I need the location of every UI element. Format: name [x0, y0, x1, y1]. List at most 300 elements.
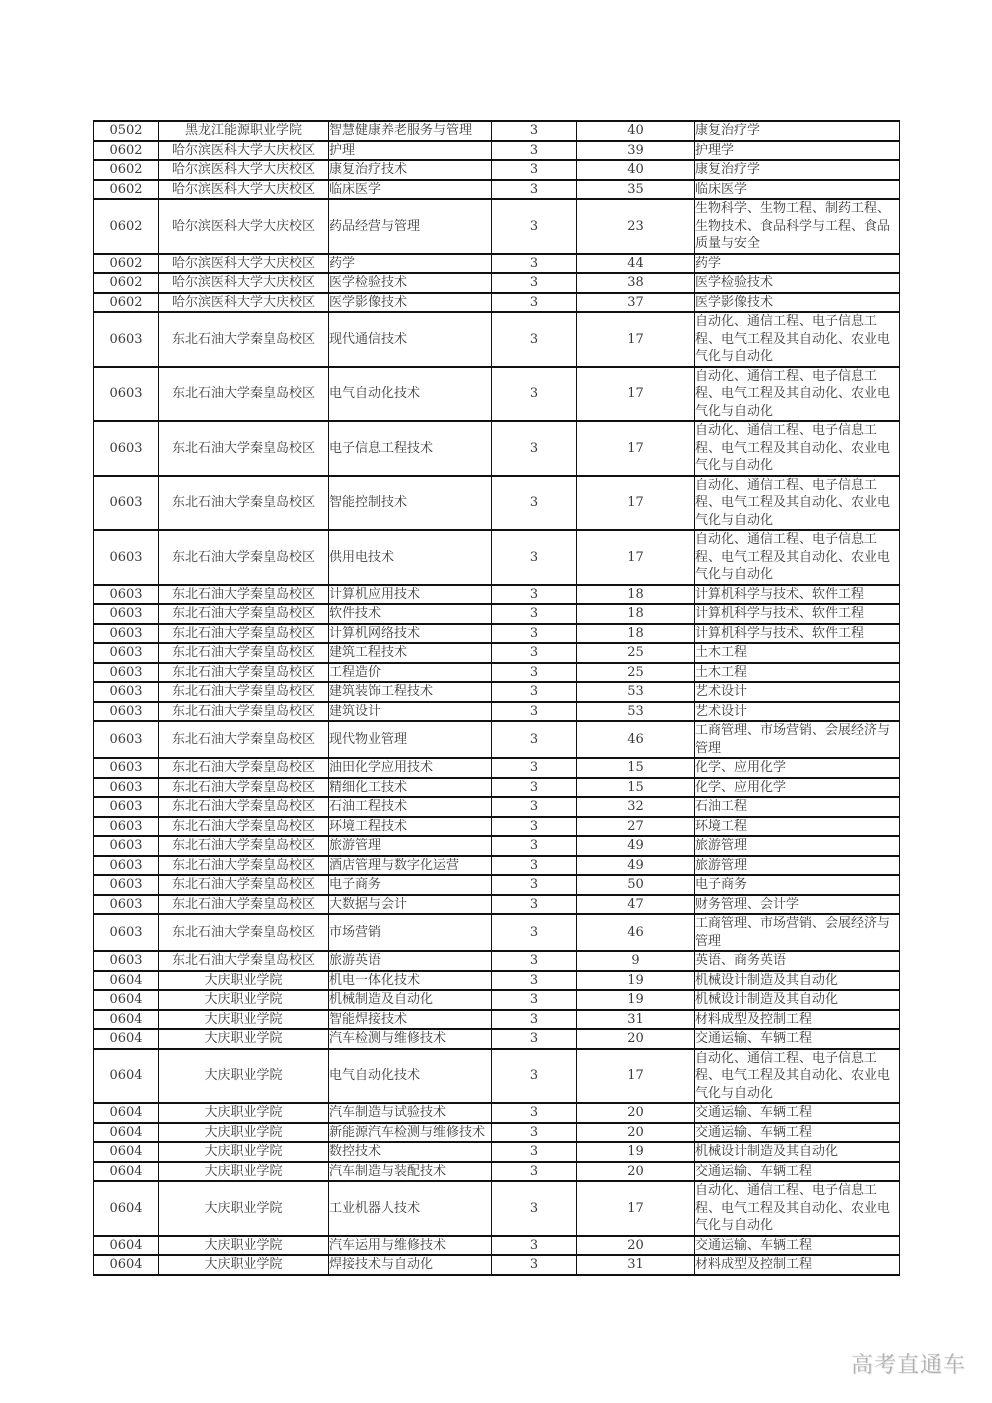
cell-years: 3 — [492, 585, 577, 605]
cell-count: 25 — [577, 663, 695, 683]
cell-program: 大数据与会计 — [329, 895, 492, 915]
cell-school: 东北石油大学秦皇岛校区 — [159, 476, 329, 531]
table-row — [94, 312, 900, 367]
cell-count: 53 — [577, 702, 695, 722]
cell-code: 0603 — [94, 758, 159, 778]
cell-school: 哈尔滨医科大学大庆校区 — [159, 141, 329, 161]
cell-code: 0603 — [94, 914, 159, 951]
cell-majors: 自动化、通信工程、电子信息工程、电气工程及其自动化、农业电气化与自动化 — [695, 1181, 900, 1236]
cell-majors: 计算机科学与技术、软件工程 — [695, 624, 900, 644]
cell-code: 0603 — [94, 836, 159, 856]
cell-majors: 电子商务 — [695, 875, 900, 895]
cell-code: 0604 — [94, 1103, 159, 1123]
cell-code: 0603 — [94, 817, 159, 837]
cell-program: 精细化工技术 — [329, 778, 492, 798]
table-row — [94, 836, 900, 856]
cell-school: 东北石油大学秦皇岛校区 — [159, 914, 329, 951]
cell-code: 0603 — [94, 797, 159, 817]
cell-code: 0603 — [94, 624, 159, 644]
cell-school: 东北石油大学秦皇岛校区 — [159, 778, 329, 798]
cell-code: 0603 — [94, 530, 159, 585]
cell-years: 3 — [492, 682, 577, 702]
cell-program: 酒店管理与数字化运营 — [329, 856, 492, 876]
cell-program: 建筑装饰工程技术 — [329, 682, 492, 702]
cell-code: 0604 — [94, 990, 159, 1010]
cell-code: 0604 — [94, 1162, 159, 1182]
cell-program: 环境工程技术 — [329, 817, 492, 837]
cell-count: 37 — [577, 293, 695, 313]
cell-school: 哈尔滨医科大学大庆校区 — [159, 180, 329, 200]
cell-count: 20 — [577, 1123, 695, 1143]
cell-majors: 自动化、通信工程、电子信息工程、电气工程及其自动化、农业电气化与自动化 — [695, 530, 900, 585]
cell-code: 0604 — [94, 1142, 159, 1162]
cell-code: 0604 — [94, 1123, 159, 1143]
cell-program: 康复治疗技术 — [329, 160, 492, 180]
table-row — [94, 914, 900, 951]
cell-majors: 自动化、通信工程、电子信息工程、电气工程及其自动化、农业电气化与自动化 — [695, 367, 900, 422]
cell-code: 0603 — [94, 702, 159, 722]
table-row — [94, 797, 900, 817]
cell-program: 智慧健康养老服务与管理 — [329, 121, 492, 141]
cell-school: 东北石油大学秦皇岛校区 — [159, 797, 329, 817]
cell-program: 计算机网络技术 — [329, 624, 492, 644]
cell-code: 0603 — [94, 875, 159, 895]
table-row — [94, 875, 900, 895]
cell-years: 3 — [492, 702, 577, 722]
table-row — [94, 1162, 900, 1182]
cell-school: 大庆职业学院 — [159, 1029, 329, 1049]
cell-code: 0604 — [94, 1049, 159, 1104]
table-row — [94, 254, 900, 274]
table-row — [94, 643, 900, 663]
table-row — [94, 856, 900, 876]
watermark-text: 高考直通车 — [850, 1353, 966, 1378]
cell-years: 3 — [492, 421, 577, 476]
cell-years: 3 — [492, 476, 577, 531]
cell-years: 3 — [492, 836, 577, 856]
cell-count: 53 — [577, 682, 695, 702]
cell-majors: 机械设计制造及其自动化 — [695, 971, 900, 991]
cell-years: 3 — [492, 624, 577, 644]
cell-count: 15 — [577, 758, 695, 778]
cell-years: 3 — [492, 293, 577, 313]
table-row — [94, 585, 900, 605]
cell-school: 东北石油大学秦皇岛校区 — [159, 856, 329, 876]
table-row — [94, 1255, 900, 1275]
cell-code: 0603 — [94, 951, 159, 971]
cell-majors: 材料成型及控制工程 — [695, 1255, 900, 1275]
cell-majors: 自动化、通信工程、电子信息工程、电气工程及其自动化、农业电气化与自动化 — [695, 476, 900, 531]
cell-program: 智能控制技术 — [329, 476, 492, 531]
table-row — [94, 1049, 900, 1104]
cell-majors: 护理学 — [695, 141, 900, 161]
cell-school: 东北石油大学秦皇岛校区 — [159, 643, 329, 663]
cell-program: 机电一体化技术 — [329, 971, 492, 991]
table-row — [94, 971, 900, 991]
table-row — [94, 624, 900, 644]
cell-years: 3 — [492, 121, 577, 141]
cell-school: 东北石油大学秦皇岛校区 — [159, 817, 329, 837]
cell-count: 49 — [577, 856, 695, 876]
cell-count: 46 — [577, 914, 695, 951]
cell-majors: 艺术设计 — [695, 702, 900, 722]
cell-program: 医学影像技术 — [329, 293, 492, 313]
table-row — [94, 817, 900, 837]
cell-majors: 材料成型及控制工程 — [695, 1010, 900, 1030]
cell-years: 3 — [492, 1123, 577, 1143]
table-row — [94, 180, 900, 200]
cell-majors: 药学 — [695, 254, 900, 274]
cell-code: 0603 — [94, 585, 159, 605]
cell-majors: 康复治疗学 — [695, 160, 900, 180]
cell-count: 46 — [577, 721, 695, 758]
cell-program: 电子商务 — [329, 875, 492, 895]
cell-majors: 交通运输、车辆工程 — [695, 1162, 900, 1182]
cell-count: 19 — [577, 971, 695, 991]
cell-code: 0604 — [94, 1010, 159, 1030]
cell-count: 20 — [577, 1162, 695, 1182]
cell-years: 3 — [492, 1142, 577, 1162]
cell-years: 3 — [492, 1255, 577, 1275]
cell-school: 哈尔滨医科大学大庆校区 — [159, 273, 329, 293]
cell-count: 20 — [577, 1103, 695, 1123]
cell-school: 东北石油大学秦皇岛校区 — [159, 530, 329, 585]
cell-count: 47 — [577, 895, 695, 915]
cell-program: 汽车制造与试验技术 — [329, 1103, 492, 1123]
cell-code: 0602 — [94, 254, 159, 274]
cell-count: 31 — [577, 1010, 695, 1030]
table-row — [94, 702, 900, 722]
cell-school: 黑龙江能源职业学院 — [159, 121, 329, 141]
cell-majors: 交通运输、车辆工程 — [695, 1103, 900, 1123]
table-row — [94, 121, 900, 141]
table-row — [94, 990, 900, 1010]
cell-majors: 生物科学、生物工程、制药工程、生物技术、食品科学与工程、食品质量与安全 — [695, 199, 900, 254]
cell-count: 17 — [577, 1181, 695, 1236]
cell-school: 大庆职业学院 — [159, 1010, 329, 1030]
cell-code: 0603 — [94, 778, 159, 798]
cell-majors: 交通运输、车辆工程 — [695, 1236, 900, 1256]
cell-code: 0603 — [94, 367, 159, 422]
cell-program: 软件技术 — [329, 604, 492, 624]
cell-code: 0604 — [94, 971, 159, 991]
cell-majors: 自动化、通信工程、电子信息工程、电气工程及其自动化、农业电气化与自动化 — [695, 421, 900, 476]
cell-school: 东北石油大学秦皇岛校区 — [159, 702, 329, 722]
cell-code: 0602 — [94, 180, 159, 200]
cell-program: 药学 — [329, 254, 492, 274]
cell-code: 0604 — [94, 1236, 159, 1256]
cell-years: 3 — [492, 778, 577, 798]
cell-majors: 交通运输、车辆工程 — [695, 1123, 900, 1143]
cell-majors: 旅游管理 — [695, 836, 900, 856]
cell-years: 3 — [492, 1181, 577, 1236]
admissions-table — [93, 120, 900, 1276]
table-row — [94, 199, 900, 254]
cell-code: 0604 — [94, 1181, 159, 1236]
cell-years: 3 — [492, 141, 577, 161]
cell-years: 3 — [492, 1010, 577, 1030]
cell-program: 护理 — [329, 141, 492, 161]
cell-majors: 财务管理、会计学 — [695, 895, 900, 915]
cell-code: 0603 — [94, 721, 159, 758]
cell-code: 0603 — [94, 895, 159, 915]
cell-majors: 康复治疗学 — [695, 121, 900, 141]
cell-majors: 旅游管理 — [695, 856, 900, 876]
cell-majors: 医学检验技术 — [695, 273, 900, 293]
cell-count: 19 — [577, 1142, 695, 1162]
cell-count: 32 — [577, 797, 695, 817]
table-row — [94, 476, 900, 531]
cell-years: 3 — [492, 990, 577, 1010]
cell-majors: 计算机科学与技术、软件工程 — [695, 585, 900, 605]
cell-years: 3 — [492, 273, 577, 293]
cell-count: 23 — [577, 199, 695, 254]
cell-program: 现代物业管理 — [329, 721, 492, 758]
cell-years: 3 — [492, 914, 577, 951]
table-row — [94, 141, 900, 161]
cell-school: 大庆职业学院 — [159, 990, 329, 1010]
cell-count: 17 — [577, 421, 695, 476]
cell-program: 新能源汽车检测与维修技术 — [329, 1123, 492, 1143]
cell-years: 3 — [492, 971, 577, 991]
cell-years: 3 — [492, 951, 577, 971]
cell-school: 大庆职业学院 — [159, 1181, 329, 1236]
cell-count: 31 — [577, 1255, 695, 1275]
cell-years: 3 — [492, 1029, 577, 1049]
cell-school: 东北石油大学秦皇岛校区 — [159, 604, 329, 624]
cell-program: 工程造价 — [329, 663, 492, 683]
cell-majors: 医学影像技术 — [695, 293, 900, 313]
cell-program: 电气自动化技术 — [329, 1049, 492, 1104]
cell-school: 东北石油大学秦皇岛校区 — [159, 682, 329, 702]
cell-count: 38 — [577, 273, 695, 293]
cell-majors: 交通运输、车辆工程 — [695, 1029, 900, 1049]
cell-majors: 机械设计制造及其自动化 — [695, 1142, 900, 1162]
cell-years: 3 — [492, 875, 577, 895]
cell-majors: 石油工程 — [695, 797, 900, 817]
cell-program: 智能焊接技术 — [329, 1010, 492, 1030]
cell-count: 9 — [577, 951, 695, 971]
cell-years: 3 — [492, 254, 577, 274]
cell-school: 东北石油大学秦皇岛校区 — [159, 721, 329, 758]
cell-school: 哈尔滨医科大学大庆校区 — [159, 160, 329, 180]
cell-school: 哈尔滨医科大学大庆校区 — [159, 293, 329, 313]
cell-program: 临床医学 — [329, 180, 492, 200]
cell-code: 0604 — [94, 1255, 159, 1275]
table-row — [94, 1010, 900, 1030]
cell-count: 40 — [577, 160, 695, 180]
cell-years: 3 — [492, 663, 577, 683]
cell-school: 大庆职业学院 — [159, 1123, 329, 1143]
table-row — [94, 421, 900, 476]
cell-count: 20 — [577, 1236, 695, 1256]
cell-years: 3 — [492, 367, 577, 422]
cell-majors: 自动化、通信工程、电子信息工程、电气工程及其自动化、农业电气化与自动化 — [695, 312, 900, 367]
cell-program: 焊接技术与自动化 — [329, 1255, 492, 1275]
cell-school: 东北石油大学秦皇岛校区 — [159, 758, 329, 778]
cell-code: 0602 — [94, 141, 159, 161]
table-row — [94, 778, 900, 798]
cell-school: 东北石油大学秦皇岛校区 — [159, 312, 329, 367]
cell-years: 3 — [492, 530, 577, 585]
cell-program: 油田化学应用技术 — [329, 758, 492, 778]
cell-years: 3 — [492, 1236, 577, 1256]
cell-code: 0603 — [94, 604, 159, 624]
cell-code: 0603 — [94, 312, 159, 367]
table-row — [94, 758, 900, 778]
table-row — [94, 293, 900, 313]
cell-code: 0602 — [94, 199, 159, 254]
cell-count: 35 — [577, 180, 695, 200]
cell-program: 汽车检测与维修技术 — [329, 1029, 492, 1049]
cell-years: 3 — [492, 817, 577, 837]
cell-majors: 自动化、通信工程、电子信息工程、电气工程及其自动化、农业电气化与自动化 — [695, 1049, 900, 1104]
cell-code: 0603 — [94, 476, 159, 531]
cell-school: 大庆职业学院 — [159, 1162, 329, 1182]
cell-count: 17 — [577, 312, 695, 367]
cell-code: 0602 — [94, 273, 159, 293]
table-row — [94, 663, 900, 683]
cell-years: 3 — [492, 856, 577, 876]
cell-years: 3 — [492, 199, 577, 254]
admissions-table-body — [94, 121, 900, 1275]
cell-count: 49 — [577, 836, 695, 856]
cell-count: 17 — [577, 1049, 695, 1104]
table-row — [94, 1103, 900, 1123]
cell-school: 东北石油大学秦皇岛校区 — [159, 836, 329, 856]
cell-program: 建筑设计 — [329, 702, 492, 722]
cell-school: 东北石油大学秦皇岛校区 — [159, 367, 329, 422]
cell-count: 20 — [577, 1029, 695, 1049]
cell-school: 东北石油大学秦皇岛校区 — [159, 585, 329, 605]
cell-count: 40 — [577, 121, 695, 141]
cell-majors: 工商管理、市场营销、会展经济与管理 — [695, 721, 900, 758]
cell-years: 3 — [492, 604, 577, 624]
cell-program: 市场营销 — [329, 914, 492, 951]
cell-majors: 艺术设计 — [695, 682, 900, 702]
cell-count: 17 — [577, 367, 695, 422]
cell-program: 汽车制造与装配技术 — [329, 1162, 492, 1182]
cell-school: 东北石油大学秦皇岛校区 — [159, 421, 329, 476]
table-row — [94, 721, 900, 758]
cell-years: 3 — [492, 721, 577, 758]
table-row — [94, 951, 900, 971]
cell-program: 数控技术 — [329, 1142, 492, 1162]
cell-program: 计算机应用技术 — [329, 585, 492, 605]
cell-school: 大庆职业学院 — [159, 1049, 329, 1104]
cell-school: 大庆职业学院 — [159, 1142, 329, 1162]
cell-years: 3 — [492, 180, 577, 200]
cell-majors: 机械设计制造及其自动化 — [695, 990, 900, 1010]
cell-program: 建筑工程技术 — [329, 643, 492, 663]
cell-code: 0603 — [94, 643, 159, 663]
cell-years: 3 — [492, 758, 577, 778]
cell-program: 电子信息工程技术 — [329, 421, 492, 476]
table-row — [94, 1236, 900, 1256]
cell-code: 0603 — [94, 421, 159, 476]
cell-count: 17 — [577, 476, 695, 531]
table-row — [94, 1142, 900, 1162]
cell-majors: 计算机科学与技术、软件工程 — [695, 604, 900, 624]
cell-school: 东北石油大学秦皇岛校区 — [159, 875, 329, 895]
cell-majors: 化学、应用化学 — [695, 758, 900, 778]
cell-count: 19 — [577, 990, 695, 1010]
cell-school: 大庆职业学院 — [159, 1236, 329, 1256]
cell-code: 0603 — [94, 682, 159, 702]
table-row — [94, 895, 900, 915]
cell-count: 17 — [577, 530, 695, 585]
cell-school: 哈尔滨医科大学大庆校区 — [159, 199, 329, 254]
cell-code: 0604 — [94, 1029, 159, 1049]
table-row — [94, 604, 900, 624]
cell-code: 0602 — [94, 293, 159, 313]
cell-years: 3 — [492, 1162, 577, 1182]
cell-majors: 工商管理、市场营销、会展经济与管理 — [695, 914, 900, 951]
cell-years: 3 — [492, 160, 577, 180]
cell-count: 50 — [577, 875, 695, 895]
cell-code: 0603 — [94, 663, 159, 683]
cell-count: 15 — [577, 778, 695, 798]
cell-majors: 临床医学 — [695, 180, 900, 200]
cell-program: 工业机器人技术 — [329, 1181, 492, 1236]
cell-code: 0603 — [94, 856, 159, 876]
cell-code: 0502 — [94, 121, 159, 141]
table-row — [94, 367, 900, 422]
cell-count: 25 — [577, 643, 695, 663]
cell-count: 44 — [577, 254, 695, 274]
cell-count: 39 — [577, 141, 695, 161]
cell-years: 3 — [492, 797, 577, 817]
cell-school: 大庆职业学院 — [159, 971, 329, 991]
cell-years: 3 — [492, 895, 577, 915]
cell-program: 现代通信技术 — [329, 312, 492, 367]
cell-school: 哈尔滨医科大学大庆校区 — [159, 254, 329, 274]
cell-school: 大庆职业学院 — [159, 1255, 329, 1275]
cell-years: 3 — [492, 312, 577, 367]
table-row — [94, 160, 900, 180]
table-row — [94, 530, 900, 585]
cell-majors: 化学、应用化学 — [695, 778, 900, 798]
cell-years: 3 — [492, 1049, 577, 1104]
cell-count: 18 — [577, 604, 695, 624]
cell-program: 汽车运用与维修技术 — [329, 1236, 492, 1256]
cell-majors: 土木工程 — [695, 643, 900, 663]
cell-program: 供用电技术 — [329, 530, 492, 585]
cell-majors: 环境工程 — [695, 817, 900, 837]
cell-majors: 土木工程 — [695, 663, 900, 683]
cell-program: 机械制造及自动化 — [329, 990, 492, 1010]
cell-program: 旅游管理 — [329, 836, 492, 856]
cell-count: 27 — [577, 817, 695, 837]
cell-code: 0602 — [94, 160, 159, 180]
cell-years: 3 — [492, 643, 577, 663]
cell-majors: 英语、商务英语 — [695, 951, 900, 971]
cell-program: 旅游英语 — [329, 951, 492, 971]
cell-school: 东北石油大学秦皇岛校区 — [159, 895, 329, 915]
cell-program: 电气自动化技术 — [329, 367, 492, 422]
cell-school: 东北石油大学秦皇岛校区 — [159, 951, 329, 971]
cell-count: 18 — [577, 624, 695, 644]
cell-years: 3 — [492, 1103, 577, 1123]
table-row — [94, 1123, 900, 1143]
table-row — [94, 1181, 900, 1236]
cell-school: 东北石油大学秦皇岛校区 — [159, 624, 329, 644]
cell-school: 大庆职业学院 — [159, 1103, 329, 1123]
table-row — [94, 273, 900, 293]
cell-program: 医学检验技术 — [329, 273, 492, 293]
table-row — [94, 1029, 900, 1049]
table-row — [94, 682, 900, 702]
